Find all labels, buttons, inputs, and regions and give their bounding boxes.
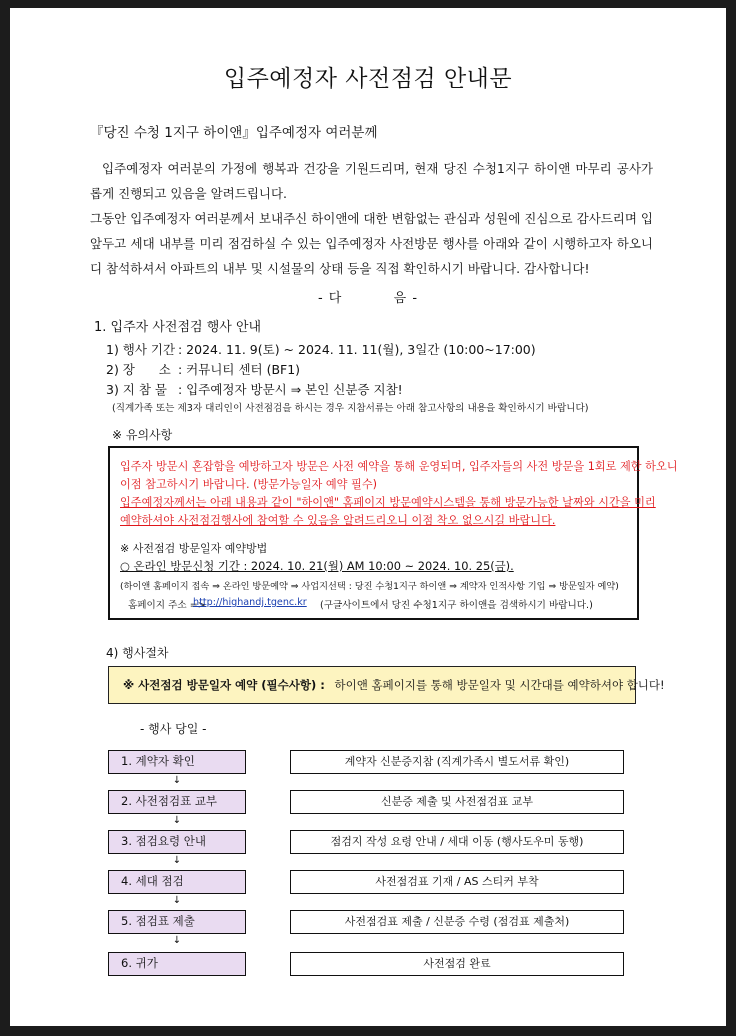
step-description: 신분증 제출 및 사전점검표 교부 xyxy=(290,790,624,814)
homepage-label: 홈페이지 주소 => xyxy=(128,600,206,611)
caution-line: 예약하셔야 사전점검행사에 참여할 수 있음을 알려드리오니 이점 착오 없으시길 바랍니다. xyxy=(120,514,556,527)
homepage-note: (구글사이트에서 당진 수청1지구 하이앤을 검색하시기 바랍니다.) xyxy=(320,600,593,611)
caution-box xyxy=(108,446,678,620)
down-arrow-icon: ↓ xyxy=(172,815,182,826)
caution-heading: ※ 유의사항 xyxy=(112,428,173,442)
step-box: 4. 세대 점검 xyxy=(108,870,246,894)
homepage-link[interactable]: http://highandj.tgenc.kr xyxy=(193,597,307,608)
intro-line: 입주예정자 여러분의 가정에 행복과 건강을 기원드리며, 현재 당진 수청1지구 하이앤 마무리 공사가 xyxy=(102,161,653,176)
procedure-heading: 4) 행사절차 xyxy=(106,646,169,660)
step-description: 점검지 작성 요령 안내 / 세대 이동 (행사도우미 동행) xyxy=(290,830,624,854)
step-description: 사전점검표 제출 / 신분증 수령 (점검표 제출처) xyxy=(290,910,624,934)
items-note: (직계가족 또는 제3자 대리인이 사전점검을 하시는 경우 지참서류는 아래 참고사항의 내용을 확인하시기 바랍니다) xyxy=(112,403,589,414)
step-description: 사전점검표 기재 / AS 스티커 부착 xyxy=(290,870,624,894)
page-title: 입주예정자 사전점검 안내문 xyxy=(223,66,513,92)
step-description: 사전점검 완료 xyxy=(290,952,624,976)
place-value: : 커뮤니티 센터 (BF1) xyxy=(178,362,301,377)
reservation-notice xyxy=(108,666,665,704)
step-box: 1. 계약자 확인 xyxy=(108,750,246,774)
intro-line: 그동안 입주예정자 여러분께서 보내주신 하이앤에 대한 변함없는 관심과 성원에 진심으로 감사드리며 입 xyxy=(90,211,653,226)
down-arrow-icon: ↓ xyxy=(172,855,182,866)
step-description: 계약자 신분증지참 (직계가족시 별도서류 확인) xyxy=(290,750,624,774)
caution-line: 이점 참고하시기 바랍니다. (방문가능일자 예약 필수) xyxy=(120,478,378,491)
section1-heading: 1. 입주자 사전점검 행사 안내 xyxy=(94,320,262,335)
intro-line: 앞두고 세대 내부를 미리 점검하실 수 있는 입주예정자 사전방문 행사를 아래와 같이 시행하고자 하오니 xyxy=(90,236,653,251)
step-box: 5. 점검표 제출 xyxy=(108,910,246,934)
period-value: : 2024. 11. 9(토) ~ 2024. 11. 11(월), 3일간 (10:00~17:00) xyxy=(178,342,536,357)
down-arrow-icon: ↓ xyxy=(172,895,182,906)
online-period: ○ 온라인 방문신청 기간 : 2024. 10. 21(월) AM 10:00 ~ 2024. 10. 25(금). xyxy=(120,559,514,573)
down-arrow-icon: ↓ xyxy=(172,935,182,946)
step-box: 6. 귀가 xyxy=(108,952,246,976)
down-arrow-icon: ↓ xyxy=(172,775,182,786)
intro-line: 롭게 진행되고 있음을 알려드립니다. xyxy=(90,186,288,201)
items-label: 3) 지 참 물 xyxy=(106,382,167,397)
reservation-notice-text: 하이앤 홈페이지를 통해 방문일자 및 시간대를 예약하셔야 합니다! xyxy=(334,678,665,692)
intro-line: 디 참석하셔서 아파트의 내부 및 시설물의 상태 등을 직접 확인하시기 바랍니다. 감사합니다! xyxy=(90,261,590,276)
reservation-steps: (하이앤 홈페이지 접속 ⇒ 온라인 방문예약 ⇒ 사업지선택 : 당진 수청1지구 하이앤 ⇒ 계약자 인적사항 기입 ⇒ 방문일자 예약) xyxy=(120,581,619,592)
method-heading: ※ 사전점검 방문일자 예약방법 xyxy=(120,542,268,555)
notice-header: - 다 음 - xyxy=(317,291,419,306)
caution-line: 입주예정자께서는 아래 내용과 같이 "하이앤" 홈페이지 방문예약시스템을 통해 방문가능한 날짜와 시간을 미리 xyxy=(120,496,656,509)
items-value: : 입주예정자 방문시 ⇒ 본인 신분증 지참! xyxy=(178,382,403,397)
document-page xyxy=(10,8,726,1026)
period-label: 1) 행사 기간 xyxy=(106,342,176,357)
step-box: 3. 점검요령 안내 xyxy=(108,830,246,854)
salutation: 『당진 수청 1지구 하이앤』입주예정자 여러분께 xyxy=(90,125,378,141)
event-day-heading: - 행사 당일 - xyxy=(140,722,207,736)
intro-paragraph xyxy=(90,156,653,281)
step-box: 2. 사전점검표 교부 xyxy=(108,790,246,814)
caution-line: 입주자 방문시 혼잡함을 예방하고자 방문은 사전 예약을 통해 운영되며, 입주자들의 사전 방문을 1회로 제한 하오니 xyxy=(120,460,678,473)
place-label: 2) 장 소 xyxy=(106,362,171,377)
reservation-notice-bold: ※ 사전점검 방문일자 예약 (필수사항) : xyxy=(123,678,325,692)
